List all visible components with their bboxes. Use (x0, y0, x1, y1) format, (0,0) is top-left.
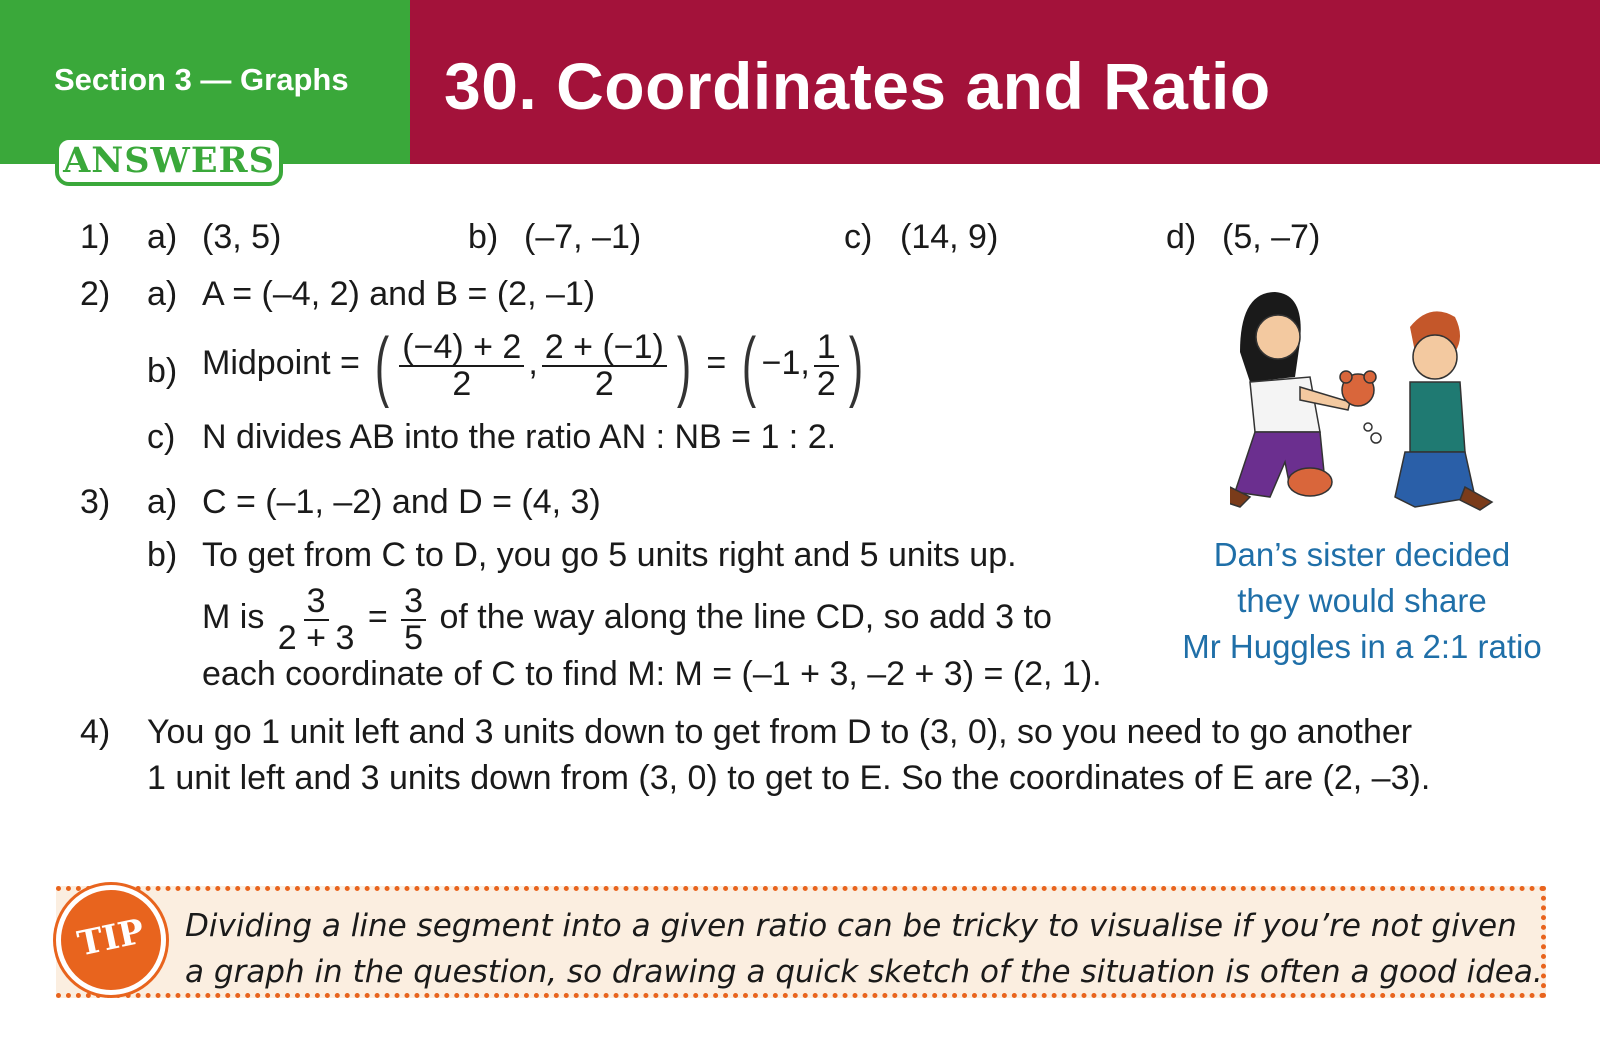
q2a-label: a) (147, 275, 178, 313)
q2b-label: b) (147, 352, 178, 390)
fraction-numerator: 2 + (−1) (542, 329, 667, 367)
q3-number: 3) (80, 483, 111, 521)
q2b-fraction-y (542, 328, 667, 404)
q2b-result-fraction (814, 328, 839, 404)
tip-badge-label: TIP (74, 911, 148, 965)
fraction-denominator: 2 (816, 365, 836, 404)
q2b-prefix: Midpoint = (202, 344, 360, 382)
fraction-numerator: 3 (304, 583, 329, 621)
illustration-caption (1162, 532, 1562, 670)
q3b-line3: each coordinate of C to find M: M = (–1 + 3, –2 + 3) = (2, 1). (202, 655, 1102, 693)
q3b-line2 (202, 578, 1052, 656)
fraction-numerator: (−4) + 2 (399, 329, 524, 367)
q4-line1: You go 1 unit left and 3 units down to get from D to (3, 0), so you need to go another (147, 713, 1413, 751)
comma: , (528, 344, 538, 382)
q3b-line1: To get from C to D, you go 5 units right and 5 units up. (202, 536, 1017, 574)
fraction-numerator: 3 (401, 583, 426, 621)
q3b-fraction-1 (277, 582, 355, 658)
q2b-fraction-x (399, 328, 524, 404)
equals-sign: = (367, 598, 388, 636)
siblings-illustration (1230, 282, 1530, 532)
close-paren-icon: ) (848, 321, 863, 410)
section-label: Section 3 — Graphs (54, 62, 349, 97)
q3b-label: b) (147, 536, 178, 574)
q2b-midpoint-formula (202, 321, 869, 410)
q3a-answer: C = (–1, –2) and D = (4, 3) (202, 483, 601, 521)
q1d-label: d) (1166, 218, 1197, 256)
q4-line2: 1 unit left and 3 units down from (3, 0) to get to E. So the coordinates of E are (2, –3). (147, 759, 1431, 797)
fraction-denominator: 2 (594, 365, 614, 404)
q2a-answer: A = (–4, 2) and B = (2, –1) (202, 275, 596, 313)
fraction-denominator: 5 (404, 619, 424, 658)
open-paren-icon: ( (375, 321, 390, 410)
tip-line-1: Dividing a line segment into a given ratio can be tricky to visualise if you’re not given (185, 908, 1517, 944)
q1a-label: a) (147, 218, 178, 256)
open-paren-icon: ( (741, 321, 756, 410)
q1b-label: b) (468, 218, 499, 256)
answers-badge: ANSWERS (55, 136, 283, 186)
fraction-denominator: 2 + 3 (277, 619, 355, 658)
q1c-answer: (14, 9) (900, 218, 999, 256)
caption-line-2: they would share (1237, 582, 1487, 619)
q1d-answer: (5, –7) (1222, 218, 1321, 256)
q2b-result-x: −1, (761, 344, 810, 382)
caption-line-1: Dan’s sister decided (1213, 536, 1511, 573)
q3b-suffix: of the way along the line CD, so add 3 to (439, 598, 1052, 636)
q3a-label: a) (147, 483, 178, 521)
q3b-fraction-2 (401, 582, 426, 658)
q3b-prefix: M is (202, 598, 265, 636)
q1b-answer: (–7, –1) (524, 218, 642, 256)
q1a-answer: (3, 5) (202, 218, 282, 256)
tip-text (185, 903, 1543, 995)
q2c-label: c) (147, 418, 176, 456)
close-paren-icon: ) (676, 321, 692, 410)
equals-sign: = (706, 344, 727, 382)
q1c-label: c) (844, 218, 873, 256)
q2c-answer: N divides AB into the ratio AN : NB = 1 : 2. (202, 418, 837, 456)
girl-figure (1230, 292, 1350, 507)
page-title: 30. Coordinates and Ratio (444, 49, 1271, 123)
q2-number: 2) (80, 275, 111, 313)
fraction-numerator: 1 (814, 329, 839, 367)
fraction-denominator: 2 (452, 365, 472, 404)
boy-figure (1364, 311, 1492, 510)
tip-line-2: a graph in the question, so drawing a quick sketch of the situation is often a good idea. (185, 954, 1543, 990)
tip-badge (56, 885, 166, 995)
q4-number: 4) (80, 713, 111, 751)
q1-number: 1) (80, 218, 111, 256)
caption-line-3: Mr Huggles in a 2:1 ratio (1182, 628, 1542, 665)
